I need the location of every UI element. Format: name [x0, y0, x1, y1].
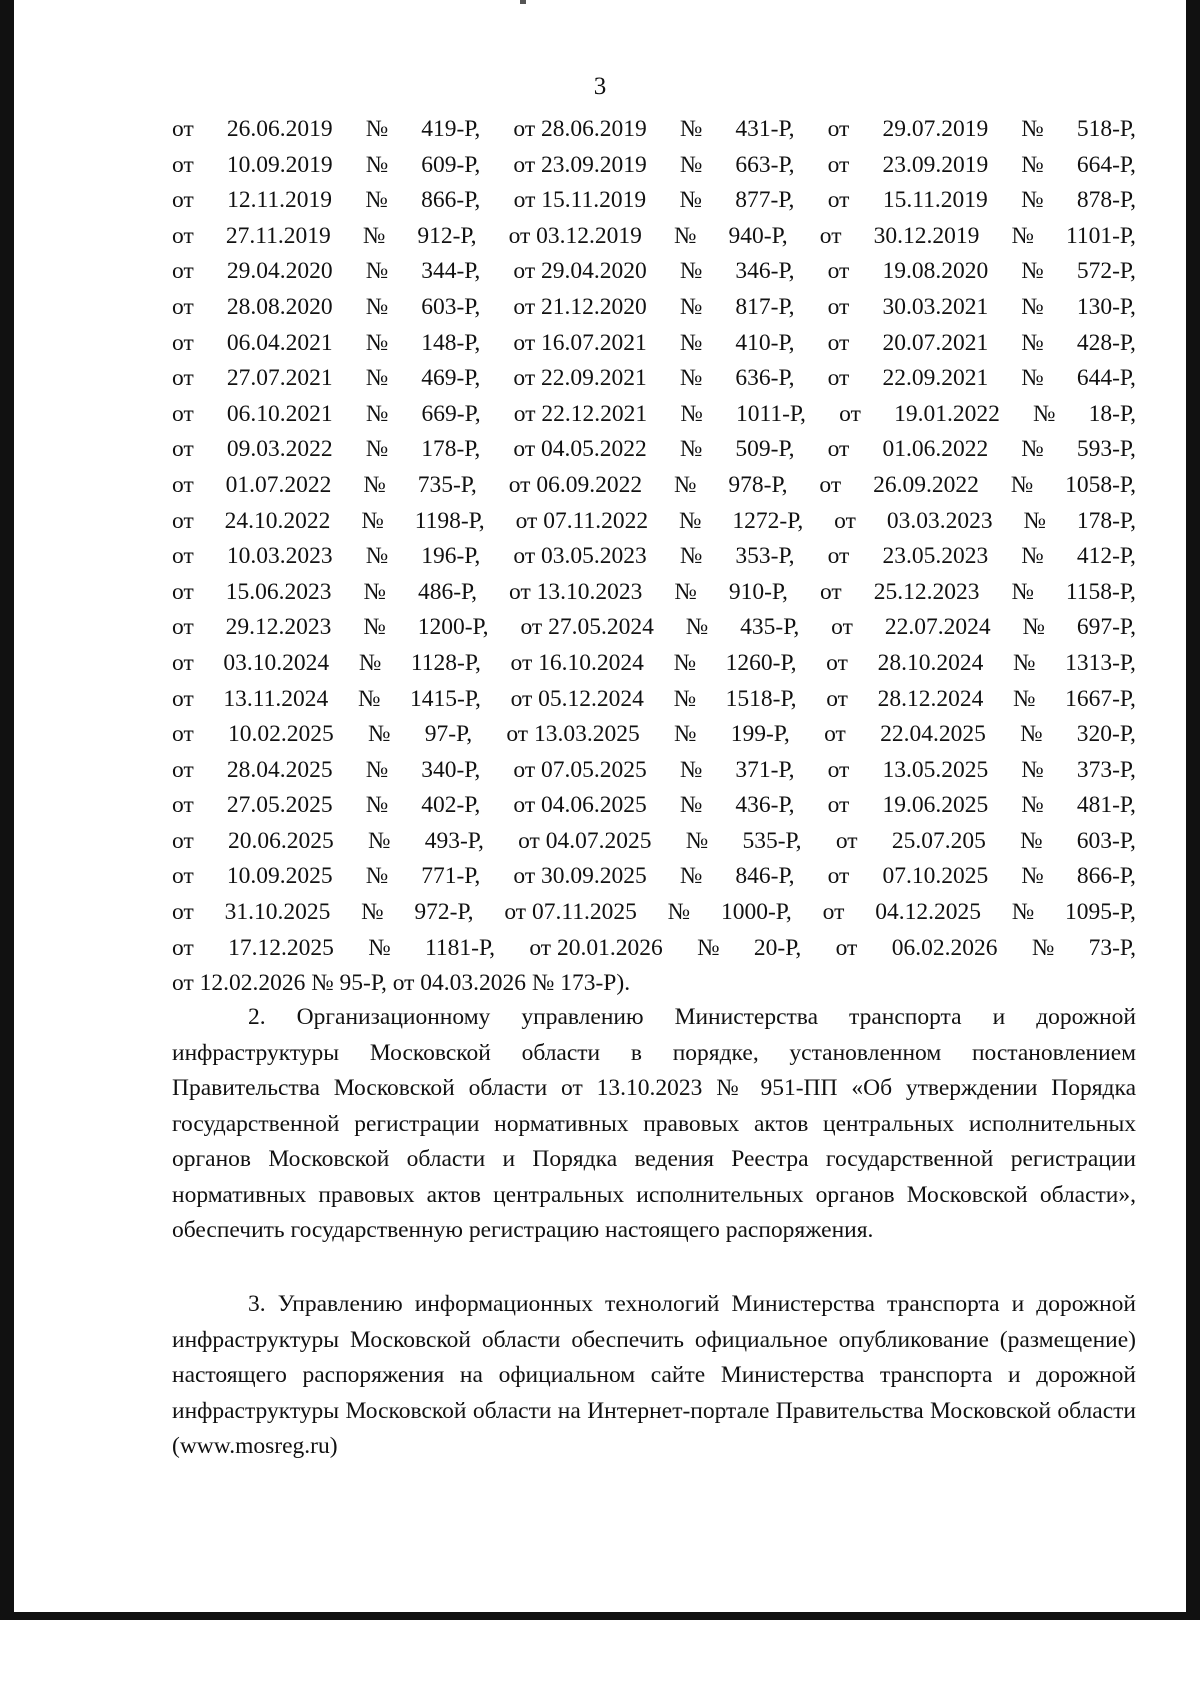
reference-token: 196-Р, [421, 543, 481, 570]
reference-token: от [172, 578, 194, 605]
reference-token: 866-Р, [1076, 863, 1136, 890]
reference-token: от 03.05.2023 [513, 543, 647, 570]
reference-token: 20.07.2021 [882, 329, 989, 356]
reference-token: 972-Р, [414, 899, 474, 926]
reference-token: 1260-Р, [725, 649, 797, 676]
reference-token: 07.10.2025 [882, 863, 989, 890]
reference-token: 481-Р, [1076, 792, 1136, 819]
reference-token: 410-Р, [735, 329, 795, 356]
reference-line [172, 717, 1136, 753]
reference-token: № [1031, 934, 1055, 961]
reference-token: 609-Р, [421, 151, 481, 178]
reference-token: 28.12.2024 [877, 685, 984, 712]
reference-line [172, 183, 1136, 219]
reference-token: № [365, 293, 389, 320]
reference-line [172, 895, 1136, 931]
scan-edge-right [1186, 0, 1200, 1620]
reference-token: 436-Р, [735, 792, 795, 819]
reference-token: 817-Р, [735, 293, 795, 320]
reference-token: 877-Р, [735, 187, 795, 214]
reference-token: от [172, 293, 194, 320]
reference-token: от [827, 792, 850, 819]
reference-token: от 16.07.2021 [513, 329, 647, 356]
reference-token: 1158-Р, [1065, 578, 1136, 605]
reference-token: № [368, 827, 391, 854]
reference-token: № [1021, 792, 1044, 819]
reference-token: от [827, 187, 850, 214]
reference-token: 01.07.2022 [225, 471, 332, 498]
reference-token: № [679, 293, 703, 320]
reference-token: от [827, 543, 850, 570]
reference-token: 1011-Р, [735, 400, 806, 427]
scan-mark-top [520, 0, 526, 4]
reference-token: 419-Р, [421, 116, 481, 142]
reference-token: № [679, 116, 703, 142]
reference-token: от [827, 365, 850, 392]
reference-token: 29.12.2023 [225, 614, 332, 641]
paragraph-2: 2. Организационному управлению Министерства транспорта и дорожной инфраструктуры Московской области в порядке, установленном постановлением Правительства Московской области от 13.10.2023 № 951-ПП «Об утверждении Порядка государственной регистрации нормативных правовых актов центральных исполнительных органов Московской области и Порядка ведения Реестра государственной регистрации нормативных правовых актов центральных исполнительных органов Московской области», обеспечить государственную регистрацию настоящего распоряжения. [172, 1004, 1136, 1243]
reference-token: 25.12.2023 [873, 578, 980, 605]
reference-token: № [685, 827, 709, 854]
reference-token: 509-Р, [735, 436, 795, 463]
reference-token: 697-Р, [1076, 614, 1136, 641]
reference-token: 10.09.2025 [226, 863, 333, 890]
reference-token: 10.09.2019 [226, 151, 333, 178]
reference-token: 1667-Р, [1065, 685, 1136, 712]
reference-token: 22.09.2021 [882, 365, 989, 392]
reference-line [172, 646, 1136, 682]
reference-token: 178-Р, [1076, 507, 1136, 534]
reference-token: 199-Р, [730, 721, 790, 748]
reference-token: № [679, 329, 703, 356]
reference-token: 178-Р, [421, 436, 481, 463]
reference-token: от [827, 436, 850, 463]
reference-token: 1095-Р, [1065, 899, 1136, 926]
reference-token: № [1021, 116, 1044, 142]
reference-token: 940-Р, [728, 222, 788, 249]
reference-token: 1415-Р, [410, 685, 481, 712]
reference-token: 97-Р, [424, 721, 473, 748]
reference-token: 1313-Р, [1065, 649, 1136, 676]
reference-token: № [674, 222, 697, 249]
reference-token: № [363, 578, 386, 605]
reference-token: № [1021, 756, 1044, 783]
reference-token: 10.03.2023 [226, 543, 333, 570]
reference-token: № [674, 471, 697, 498]
reference-line [172, 397, 1136, 433]
reference-token: 03.03.2023 [886, 507, 993, 534]
reference-line [172, 148, 1136, 184]
reference-line [172, 290, 1136, 326]
reference-token: № [1020, 721, 1043, 748]
reference-token: от [822, 899, 845, 926]
reference-token: от 04.05.2022 [513, 436, 647, 463]
reference-token: от 04.06.2025 [513, 792, 647, 819]
reference-token: 130-Р, [1076, 293, 1136, 320]
reference-token: 26.06.2019 [226, 116, 333, 142]
reference-token: № [1020, 827, 1043, 854]
reference-token: 735-Р, [417, 471, 477, 498]
reference-token: № [685, 614, 709, 641]
reference-token: от [824, 721, 846, 748]
reference-token: № [673, 649, 696, 676]
reference-token: от [172, 685, 194, 712]
reference-token: № [363, 614, 386, 641]
reference-token: № [1022, 614, 1045, 641]
reference-token: № [358, 649, 382, 676]
reference-token: от [827, 116, 850, 142]
reference-token: 27.11.2019 [225, 222, 331, 249]
reference-token: от [834, 507, 856, 534]
reference-token: № [673, 721, 697, 748]
reference-token: № [679, 543, 703, 570]
reference-token: № [679, 436, 703, 463]
reference-token: № [1010, 471, 1034, 498]
reference-token: от 07.11.2025 [504, 899, 637, 926]
scan-edge-left [0, 0, 14, 1620]
reference-token: 644-Р, [1076, 365, 1136, 392]
reference-token: № [365, 756, 389, 783]
reference-token: № [365, 151, 389, 178]
reference-line [172, 539, 1136, 575]
reference-token: № [667, 899, 691, 926]
reference-token: 06.10.2021 [226, 400, 333, 427]
reference-line [172, 112, 1136, 148]
reference-token: 912-Р, [417, 222, 477, 249]
reference-token: № [365, 116, 389, 142]
reference-token: 19.01.2022 [894, 400, 1000, 427]
reference-token: № [361, 507, 384, 534]
reference-token: 30.03.2021 [882, 293, 989, 320]
reference-line [172, 326, 1136, 362]
reference-token: 27.05.2025 [226, 792, 333, 819]
reference-line [172, 931, 1136, 967]
reference-token: № [1011, 899, 1035, 926]
reference-token: 30.12.2019 [873, 222, 980, 249]
reference-token: 663-Р, [735, 151, 795, 178]
reference-line [172, 610, 1136, 646]
reference-line [172, 254, 1136, 290]
reference-token: 25.07.205 [891, 827, 986, 854]
scan-edge-bottom [14, 1612, 1186, 1620]
reference-token: от [831, 614, 853, 641]
reference-token: № [1021, 436, 1044, 463]
reference-token: 06.04.2021 [226, 329, 333, 356]
reference-token: от [172, 721, 194, 748]
reference-token: от 13.03.2025 [506, 721, 640, 748]
reference-token: 518-Р, [1076, 116, 1136, 142]
reference-token: № [679, 507, 702, 534]
reference-token: от [172, 792, 194, 819]
reference-token: 344-Р, [421, 258, 481, 285]
reference-token: 23.09.2019 [882, 151, 989, 178]
reference-token: от [172, 116, 194, 142]
reference-token: 320-Р, [1076, 721, 1136, 748]
reference-token: № [1021, 863, 1044, 890]
reference-token: 09.03.2022 [226, 436, 333, 463]
reference-token: 846-Р, [735, 863, 795, 890]
reference-token: № [673, 685, 696, 712]
reference-token: № [365, 365, 389, 392]
reference-token: от [819, 471, 842, 498]
reference-token: от 07.11.2022 [515, 507, 649, 534]
reference-token: № [365, 863, 389, 890]
reference-token: 19.08.2020 [882, 258, 989, 285]
reference-token: 636-Р, [735, 365, 795, 392]
reference-token: 28.08.2020 [226, 293, 333, 320]
reference-token: № [679, 756, 703, 783]
reference-line [172, 361, 1136, 397]
reference-line [172, 432, 1136, 468]
amendment-references [172, 112, 1136, 1002]
reference-token: 910-Р, [728, 578, 788, 605]
reference-token: 593-Р, [1076, 436, 1136, 463]
reference-last-line: от 12.02.2026 № 95-Р, от 04.03.2026 № 173-Р). [172, 970, 631, 997]
reference-token: 27.07.2021 [226, 365, 333, 392]
reference-token: № [365, 329, 389, 356]
reference-line [172, 788, 1136, 824]
reference-token: № [368, 721, 391, 748]
reference-token: 371-Р, [735, 756, 795, 783]
reference-token: № [697, 934, 720, 961]
reference-token: № [365, 258, 389, 285]
reference-token: № [368, 934, 391, 961]
reference-token: № [679, 792, 703, 819]
reference-token: № [1011, 578, 1034, 605]
reference-token: 431-Р, [735, 116, 795, 142]
reference-token: 1101-Р, [1065, 222, 1136, 249]
reference-token: 12.11.2019 [227, 187, 332, 214]
reference-token: 373-Р, [1076, 756, 1136, 783]
reference-token: от [827, 863, 850, 890]
reference-token: от [827, 756, 850, 783]
reference-token: от 30.09.2025 [513, 863, 647, 890]
reference-token: № [1023, 507, 1046, 534]
reference-token: 73-Р, [1088, 934, 1136, 961]
reference-token: 28.10.2024 [877, 649, 984, 676]
reference-token: 1000-Р, [720, 899, 792, 926]
reference-token: от [827, 258, 850, 285]
reference-token: от 23.09.2019 [513, 151, 647, 178]
reference-token: от [835, 934, 858, 961]
reference-token: № [1021, 187, 1044, 214]
reference-token: 28.04.2025 [226, 756, 333, 783]
reference-token: от [172, 756, 194, 783]
reference-token: от [172, 400, 194, 427]
reference-token: от 20.01.2026 [529, 934, 663, 961]
reference-token: 340-Р, [421, 756, 481, 783]
page-number: 3 [593, 73, 607, 100]
reference-token: № [1021, 258, 1044, 285]
reference-token: 669-Р, [421, 400, 481, 427]
reference-line [172, 504, 1136, 540]
reference-token: № [679, 187, 702, 214]
reference-token: от [827, 329, 850, 356]
reference-token: № [365, 187, 388, 214]
reference-token: 15.11.2019 [882, 187, 988, 214]
reference-token: 24.10.2022 [224, 507, 331, 534]
reference-token: 402-Р, [421, 792, 481, 819]
reference-token: № [1021, 365, 1044, 392]
reference-token: 1200-Р, [417, 614, 489, 641]
reference-token: от [172, 471, 194, 498]
reference-token: от 03.12.2019 [508, 222, 642, 249]
reference-token: от [826, 685, 848, 712]
reference-token: от [172, 899, 194, 926]
reference-token: от [172, 258, 194, 285]
reference-token: 412-Р, [1076, 543, 1136, 570]
reference-token: 603-Р, [421, 293, 481, 320]
reference-token: 664-Р, [1076, 151, 1136, 178]
reference-token: от 27.05.2024 [520, 614, 654, 641]
reference-token: от [172, 934, 194, 961]
reference-token: № [1021, 151, 1044, 178]
reference-token: от [827, 151, 850, 178]
reference-token: 866-Р, [421, 187, 481, 214]
reference-token: 18-Р, [1088, 400, 1136, 427]
reference-token: от 15.11.2019 [513, 187, 647, 214]
reference-token: № [363, 471, 386, 498]
reference-token: 1198-Р, [414, 507, 485, 534]
reference-token: 06.02.2026 [891, 934, 998, 961]
reference-token: 31.10.2025 [224, 899, 331, 926]
reference-token: от [819, 578, 842, 605]
reference-token: № [361, 899, 384, 926]
reference-line [172, 219, 1136, 255]
reference-token: от 29.04.2020 [513, 258, 647, 285]
reference-token: 346-Р, [735, 258, 795, 285]
reference-token: от 06.09.2022 [508, 471, 643, 498]
reference-token: от 28.06.2019 [513, 116, 647, 142]
reference-token: 1058-Р, [1065, 471, 1136, 498]
reference-token: № [365, 436, 389, 463]
reference-token: 22.04.2025 [880, 721, 986, 748]
reference-token: от 21.12.2020 [513, 293, 647, 320]
reference-token: от 22.09.2021 [513, 365, 647, 392]
reference-token: от [172, 151, 194, 178]
reference-token: от [839, 400, 861, 427]
reference-line [172, 575, 1136, 611]
reference-token: от [172, 863, 194, 890]
reference-token: № [674, 578, 697, 605]
reference-token: 13.11.2024 [223, 685, 329, 712]
reference-token: № [1012, 649, 1036, 676]
reference-token: № [365, 792, 389, 819]
reference-token: 01.06.2022 [882, 436, 989, 463]
reference-line [172, 468, 1136, 504]
reference-token: № [1013, 685, 1036, 712]
reference-token: № [357, 685, 381, 712]
reference-token: 353-Р, [735, 543, 795, 570]
reference-token: 603-Р, [1076, 827, 1136, 854]
reference-token: 435-Р, [740, 614, 800, 641]
reference-token: 878-Р, [1076, 187, 1136, 214]
reference-token: от [172, 614, 194, 641]
reference-token: 486-Р, [417, 578, 478, 605]
reference-token: № [680, 400, 703, 427]
reference-token: 1518-Р, [725, 685, 797, 712]
reference-token: 771-Р, [421, 863, 481, 890]
reference-token: 978-Р, [728, 471, 788, 498]
reference-token: 1272-Р, [732, 507, 804, 534]
reference-token: от [172, 649, 194, 676]
reference-token: 493-Р, [424, 827, 484, 854]
reference-token: от [172, 543, 194, 570]
reference-token: 04.12.2025 [875, 899, 981, 926]
reference-token: № [1011, 222, 1034, 249]
reference-token: от [172, 187, 194, 214]
reference-line [172, 682, 1136, 718]
reference-token: № [679, 258, 703, 285]
reference-line [172, 824, 1136, 860]
reference-token: № [679, 365, 703, 392]
reference-token: № [365, 543, 389, 570]
reference-token: от 22.12.2021 [513, 400, 648, 427]
reference-line [172, 859, 1136, 895]
reference-token: 15.06.2023 [225, 578, 332, 605]
reference-token: 428-Р, [1076, 329, 1136, 356]
reference-token: № [679, 863, 703, 890]
reference-line [172, 753, 1136, 789]
reference-token: от 07.05.2025 [513, 756, 647, 783]
reference-token: от [172, 507, 194, 534]
reference-token: 535-Р, [742, 827, 802, 854]
reference-token: 20-Р, [753, 934, 802, 961]
reference-token: № [1021, 329, 1044, 356]
reference-token: от [172, 436, 194, 463]
reference-token: 20.06.2025 [228, 827, 334, 854]
paragraph-3: 3. Управлению информационных технологий Министерства транспорта и дорожной инфраструктуры Московской области обеспечить официальное опубликование (размещение) настоящего распоряжения на официальном сайте Министерства транспорта и дорожной инфраструктуры Московской области на Интернет-портале Правительства Московской области (www.mosreg.ru) [172, 1291, 1136, 1459]
reference-token: 29.07.2019 [882, 116, 989, 142]
reference-token: 17.12.2025 [228, 934, 334, 961]
reference-token: № [1021, 543, 1044, 570]
reference-token: № [365, 400, 389, 427]
reference-token: от 05.12.2024 [510, 685, 644, 712]
reference-token: 1128-Р, [410, 649, 481, 676]
reference-token: 13.05.2025 [882, 756, 989, 783]
reference-token: № [362, 222, 386, 249]
reference-token: 148-Р, [421, 329, 481, 356]
reference-token: от [172, 827, 194, 854]
reference-token: № [1021, 293, 1044, 320]
reference-token: от [172, 365, 194, 392]
reference-token: № [679, 151, 703, 178]
reference-token: 22.07.2024 [884, 614, 991, 641]
reference-token: 10.02.2025 [228, 721, 334, 748]
reference-token: 29.04.2020 [226, 258, 333, 285]
reference-token: 469-Р, [421, 365, 481, 392]
reference-token: от [172, 329, 194, 356]
reference-token: от 04.07.2025 [518, 827, 652, 854]
reference-token: от [826, 649, 848, 676]
reference-token: 572-Р, [1076, 258, 1136, 285]
reference-token: от 13.10.2023 [509, 578, 643, 605]
reference-token: 26.09.2022 [873, 471, 979, 498]
reference-token: от [827, 293, 850, 320]
reference-token: 23.05.2023 [882, 543, 989, 570]
reference-token: от [819, 222, 842, 249]
reference-token: 19.06.2025 [882, 792, 989, 819]
reference-token: 1181-Р, [425, 934, 495, 961]
reference-token: от 16.10.2024 [510, 649, 644, 676]
reference-token: от [835, 827, 858, 854]
reference-token: от [172, 222, 194, 249]
reference-token: № [1033, 400, 1056, 427]
reference-token: 03.10.2024 [223, 649, 330, 676]
